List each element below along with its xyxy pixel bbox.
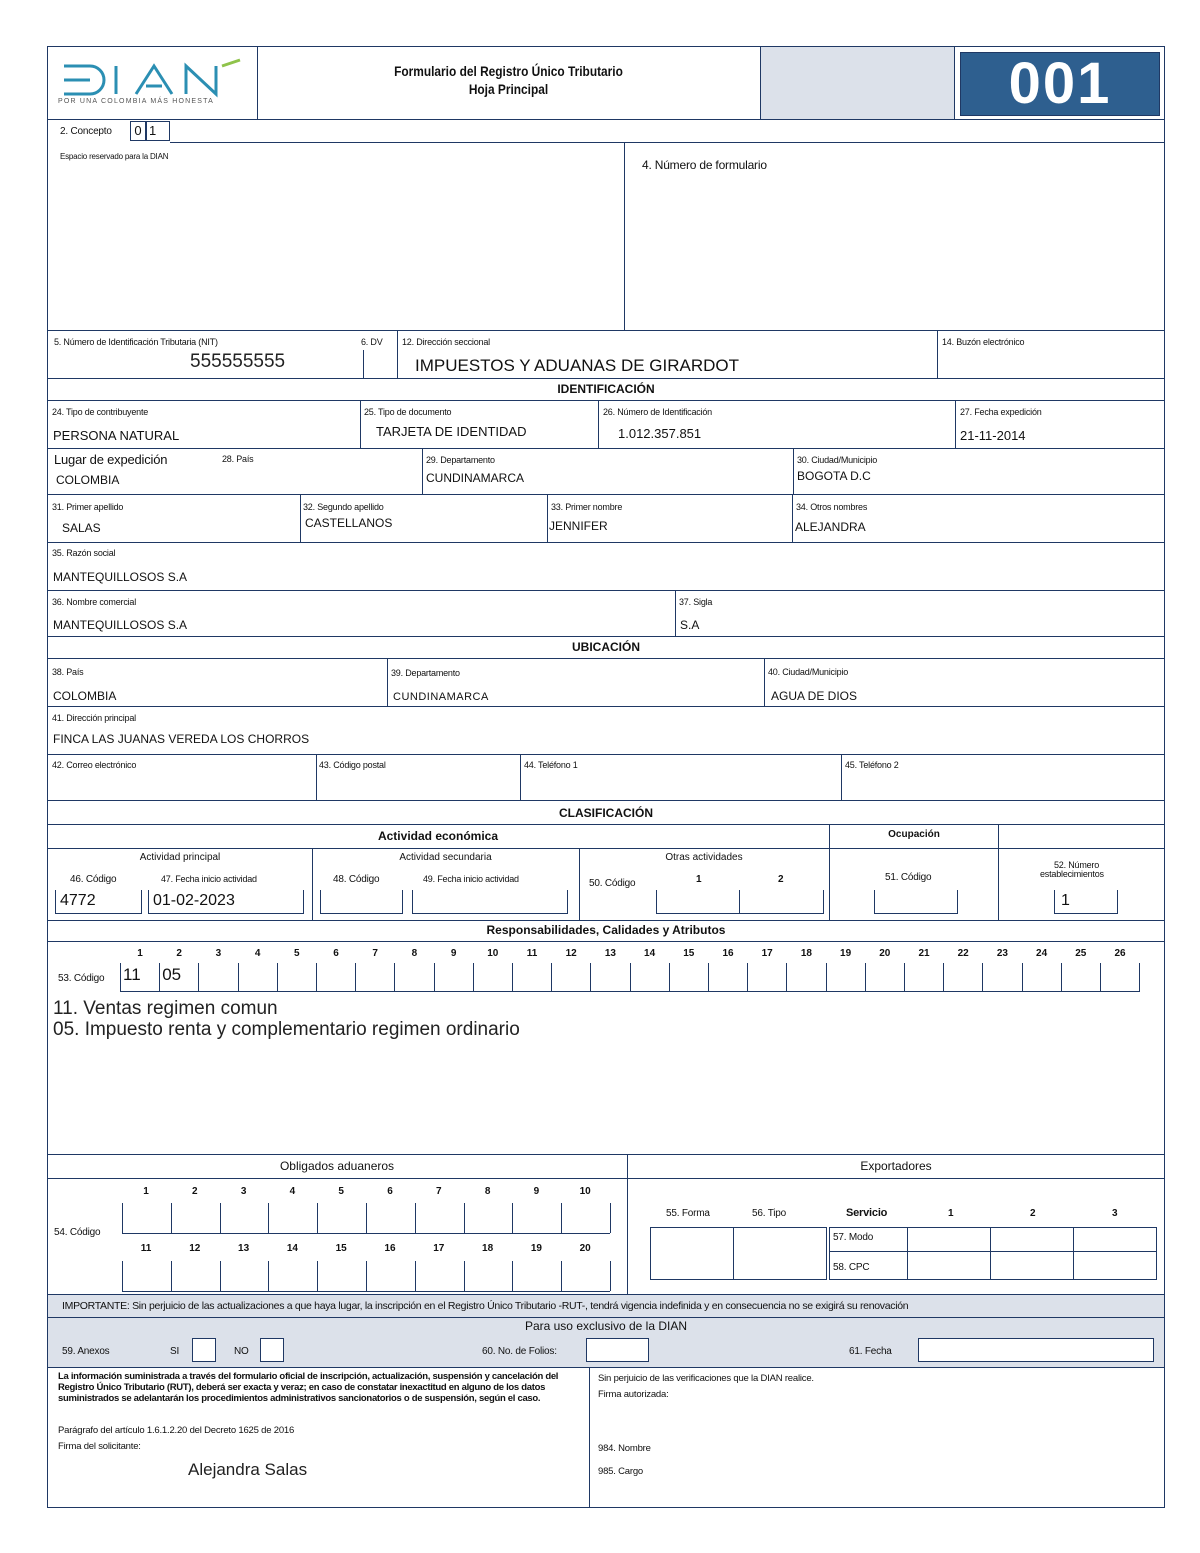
resp-number: 12 — [565, 948, 577, 959]
nit-value[interactable]: 555555555 — [190, 351, 286, 372]
fecha49-box[interactable] — [412, 890, 568, 914]
pais38-label: 38. País — [52, 667, 84, 677]
seccional-label: 12. Dirección seccional — [402, 337, 490, 347]
resp-desc1: 11. Ventas regimen comun — [53, 998, 278, 1019]
firma-autorizada-label: Firma autorizada: — [598, 1389, 669, 1400]
aduanero-number: 14 — [286, 1243, 298, 1254]
codigo50-label: 50. Código — [589, 878, 636, 889]
aduanero-number: 19 — [530, 1243, 542, 1254]
apellido1-value[interactable]: SALAS — [62, 521, 101, 535]
resp-number: 4 — [254, 948, 261, 959]
folios-label: 60. No. de Folios: — [482, 1346, 557, 1357]
aduanero-number: 11 — [140, 1243, 152, 1254]
concepto-label: 2. Concepto — [60, 126, 112, 137]
anexos-si-box[interactable] — [192, 1338, 216, 1362]
actividad-economica-title: Actividad económica — [377, 829, 499, 843]
aduanero-number: 1 — [143, 1186, 149, 1197]
depto39-label: 39. Departamento — [391, 668, 460, 678]
aduanero-number: 13 — [238, 1243, 250, 1254]
anexos-si: SI — [170, 1346, 180, 1357]
fecha47-value: 01-02-2023 — [153, 892, 235, 909]
correo-label: 42. Correo electrónico — [52, 760, 137, 770]
aduanero-number: 7 — [436, 1186, 442, 1197]
aduanero-row-box[interactable] — [122, 1233, 610, 1234]
legal-text: La información suministrada a través del formulario oficial de inscripción, actualización, suspensión y cancelación del Registro Único Tributario (RUT), deberá ser exacta y veraz; en caso de constatar inexactitud en alguno de los datos suministrados se adelantarán los procedimientos administrativos sancionatorios o de suspensión, según el caso. — [58, 1371, 559, 1404]
aduanero-number: 15 — [335, 1243, 347, 1254]
resp-number: 8 — [411, 948, 418, 959]
clasificacion-title: CLASIFICACIÓN — [559, 806, 653, 820]
otros-nombres-label: 34. Otros nombres — [796, 502, 868, 512]
resp-number: 16 — [722, 948, 734, 959]
aduanero-number: 16 — [384, 1243, 396, 1254]
paragrafo-text: Parágrafo del artículo 1.6.1.2.20 del Decreto 1625 de 2016 — [58, 1425, 295, 1436]
form-code-box — [960, 52, 1160, 116]
resp-code-label: 53. Código — [58, 973, 105, 984]
modo-cpc-box[interactable] — [829, 1227, 1157, 1280]
telefono2-label: 45. Teléfono 2 — [845, 760, 899, 770]
aduanero-number: 9 — [533, 1186, 540, 1197]
resp-number: 21 — [918, 948, 930, 959]
establecimientos-box[interactable] — [1054, 890, 1118, 914]
form-frame — [47, 46, 1165, 1508]
forma-label: 55. Forma — [666, 1208, 710, 1219]
codigo46-value: 4772 — [60, 892, 96, 909]
establecimientos-label1: 52. Número — [1054, 860, 1100, 870]
aduanero-number: 3 — [240, 1186, 247, 1197]
resp-desc2: 05. Impuesto renta y complementario regimen ordinario — [53, 1019, 520, 1040]
fecha-exp-value[interactable]: 21-11-2014 — [960, 428, 1026, 443]
resp-number: 18 — [800, 948, 812, 959]
establecimientos-label2: establecimientos — [1040, 869, 1104, 879]
export-col3: 3 — [1112, 1208, 1118, 1219]
codigo50-box[interactable] — [656, 890, 824, 914]
resp-number: 6 — [333, 948, 339, 959]
resp-number: 24 — [1036, 948, 1048, 959]
resp-number: 11 — [526, 948, 538, 959]
sigla-label: 37. Sigla — [679, 597, 713, 607]
codigo51-box[interactable] — [874, 890, 958, 914]
tipo-contribuyente-label: 24. Tipo de contribuyente — [52, 407, 149, 417]
seccional-value[interactable]: IMPUESTOS Y ADUANAS DE GIRARDOT — [415, 356, 740, 375]
resp-box-bottom — [120, 991, 1140, 992]
resp-number: 1 — [137, 948, 143, 959]
form-code: 001 — [1008, 51, 1112, 116]
direccion-label: 41. Dirección principal — [52, 713, 136, 723]
nombre-comercial-label: 36. Nombre comercial — [52, 597, 137, 607]
dian-logo — [54, 52, 254, 116]
reserved-label: Espacio reservado para la DIAN — [60, 152, 169, 161]
telefono1-label: 44. Teléfono 1 — [524, 760, 578, 770]
codigo51-label: 51. Código — [885, 872, 932, 883]
header-gray-box — [761, 47, 954, 119]
pais28-label: 28. País — [222, 454, 254, 464]
aduaneros-title: Obligados aduaneros — [279, 1159, 395, 1173]
depto39-value[interactable]: CUNDINAMARCA — [393, 691, 489, 703]
responsabilidades-title: Responsabilidades, Calidades y Atributos — [486, 923, 726, 937]
cargo985-label: 985. Cargo — [598, 1466, 644, 1477]
fecha61-label: 61. Fecha — [849, 1346, 892, 1357]
ciudad30-value[interactable]: BOGOTA D.C — [797, 469, 871, 483]
anexos-no-box[interactable] — [260, 1338, 284, 1362]
fecha61-box[interactable] — [918, 1338, 1154, 1362]
firma-solicitante-label: Firma del solicitante: — [58, 1441, 141, 1452]
resp-number: 2 — [176, 948, 182, 959]
fecha47-label: 47. Fecha inicio actividad — [161, 874, 257, 884]
aduanero-number: 20 — [579, 1243, 591, 1254]
resp-number: 22 — [957, 948, 969, 959]
aduanero-number: 5 — [338, 1186, 344, 1197]
otras-actividades-title: Otras actividades — [665, 852, 743, 863]
resp-number: 26 — [1114, 948, 1126, 959]
aduanero-number: 12 — [189, 1243, 201, 1254]
resp-number: 19 — [840, 948, 852, 959]
apellido1-label: 31. Primer apellido — [52, 502, 124, 512]
ubicacion-title: UBICACIÓN — [572, 640, 640, 654]
dian-uso-title: Para uso exclusivo de la DIAN — [524, 1319, 688, 1333]
codigo46-label: 46. Código — [70, 874, 117, 885]
nombre1-value[interactable]: JENNIFER — [549, 519, 608, 533]
numero-id-label: 26. Número de Identificación — [603, 407, 712, 417]
resp-number: 23 — [996, 948, 1008, 959]
form-title-line2: Hoja Principal — [468, 81, 549, 97]
forma-tipo-box[interactable] — [650, 1227, 827, 1280]
razon-social-value[interactable]: MANTEQUILLOSOS S.A — [53, 570, 188, 584]
codigo50-n2: 2 — [778, 874, 784, 885]
resp-number: 5 — [294, 948, 300, 959]
concepto-digit2[interactable]: 1 — [146, 121, 170, 141]
codigo50-n1: 1 — [696, 874, 702, 885]
resp-code-cell[interactable]: 11 — [123, 965, 141, 984]
apellido2-value[interactable]: CASTELLANOS — [305, 516, 393, 530]
anexos-label: 59. Anexos — [62, 1346, 110, 1357]
sigla-value[interactable]: S.A — [680, 618, 700, 632]
modo-label: 57. Modo — [833, 1232, 874, 1243]
identificacion-title: IDENTIFICACIÓN — [557, 382, 655, 396]
dv-label: 6. DV — [361, 337, 383, 347]
ciudad40-value[interactable]: AGUA DE DIOS — [771, 689, 858, 703]
tipo-documento-value[interactable]: TARJETA DE IDENTIDAD — [376, 424, 527, 439]
fecha49-label: 49. Fecha inicio actividad — [423, 874, 519, 884]
resp-number: 15 — [683, 948, 695, 959]
importante-text: IMPORTANTE: Sin perjuicio de las actualizaciones a que haya lugar, la inscripción en el Registro Único Tributario -RUT-, tendrá vigencia indefinida y en consecuencia no se exigirá su renovación — [62, 1300, 909, 1312]
sin-perjuicio-text: Sin perjuicio de las verificaciones que la DIAN realice. — [598, 1373, 814, 1384]
aduanero-number: 17 — [433, 1243, 445, 1254]
resp-number: 7 — [372, 948, 378, 959]
aduanero-number: 18 — [482, 1243, 494, 1254]
concepto-digit1[interactable]: 0 — [130, 121, 146, 141]
resp-number: 13 — [604, 948, 616, 959]
tipo-documento-label: 25. Tipo de documento — [364, 407, 452, 417]
fecha47-box[interactable] — [148, 890, 304, 914]
aduanero-number: 8 — [484, 1186, 491, 1197]
direccion-value[interactable]: FINCA LAS JUANAS VEREDA LOS CHORROS — [53, 732, 310, 746]
tipo-label: 56. Tipo — [752, 1208, 786, 1219]
actividad-principal-title: Actividad principal — [139, 852, 221, 863]
pais38-value[interactable]: COLOMBIA — [53, 689, 117, 703]
codigo46-box[interactable] — [55, 890, 142, 914]
exportadores-title: Exportadores — [860, 1159, 932, 1173]
anexos-no: NO — [234, 1346, 249, 1357]
aduanero-row-box[interactable] — [122, 1291, 610, 1292]
folios-box[interactable] — [586, 1338, 649, 1362]
resp-number: 9 — [450, 948, 457, 959]
nit-label: 5. Número de Identificación Tributaria (NIT) — [54, 337, 218, 347]
resp-number: 14 — [644, 948, 656, 959]
ciudad30-label: 30. Ciudad/Municipio — [797, 455, 878, 465]
export-col2: 2 — [1030, 1208, 1036, 1219]
aduaneros-code-label: 54. Código — [54, 1227, 101, 1238]
fecha-exp-label: 27. Fecha expedición — [960, 407, 1042, 417]
logo-tagline: POR UNA COLOMBIA MÁS HONESTA — [58, 98, 214, 105]
otros-nombres-value[interactable]: ALEJANDRA — [795, 520, 866, 534]
nombre1-label: 33. Primer nombre — [551, 502, 623, 512]
servicio-label: Servicio — [846, 1207, 888, 1219]
nombre984-label: 984. Nombre — [598, 1443, 651, 1454]
pais28-value[interactable]: COLOMBIA — [56, 473, 120, 487]
depto29-value[interactable]: CUNDINAMARCA — [426, 471, 525, 485]
cpc-label: 58. CPC — [833, 1262, 870, 1273]
dian-logo-icon — [54, 52, 254, 116]
aduanero-number: 10 — [579, 1186, 591, 1197]
numero-id-value[interactable]: 1.012.357.851 — [618, 426, 702, 441]
form-title-line1: Formulario del Registro Único Tributario — [394, 63, 623, 79]
nombre-comercial-value[interactable]: MANTEQUILLOSOS S.A — [53, 618, 188, 632]
codigo48-label: 48. Código — [333, 874, 380, 885]
actividad-secundaria-title: Actividad secundaria — [399, 852, 492, 863]
aduanero-number: 4 — [289, 1186, 296, 1197]
resp-number: 3 — [215, 948, 222, 959]
aduanero-number: 2 — [192, 1186, 198, 1197]
tipo-contribuyente-value[interactable]: PERSONA NATURAL — [53, 428, 180, 443]
aduanero-number: 6 — [387, 1186, 393, 1197]
razon-social-label: 35. Razón social — [52, 548, 116, 558]
depto29-label: 29. Departamento — [426, 455, 495, 465]
resp-number: 17 — [761, 948, 773, 959]
resp-number: 25 — [1075, 948, 1087, 959]
resp-code-cell[interactable]: 05 — [162, 965, 182, 984]
apellido2-label: 32. Segundo apellido — [303, 502, 384, 512]
ciudad40-label: 40. Ciudad/Municipio — [768, 667, 849, 677]
signature-value[interactable]: Alejandra Salas — [188, 1460, 308, 1479]
resp-number: 20 — [879, 948, 891, 959]
resp-number: 10 — [487, 948, 499, 959]
form-number-label: 4. Número de formulario — [642, 158, 767, 172]
establecimientos-value: 1 — [1061, 892, 1070, 909]
postal-label: 43. Código postal — [319, 760, 386, 770]
lugar-exp-label: Lugar de expedición — [54, 452, 168, 467]
form-title — [295, 62, 723, 98]
ocupacion-title: Ocupación — [888, 829, 940, 840]
export-col1: 1 — [948, 1208, 954, 1219]
buzon-label: 14. Buzón electrónico — [942, 337, 1025, 347]
codigo48-box[interactable] — [320, 890, 403, 914]
